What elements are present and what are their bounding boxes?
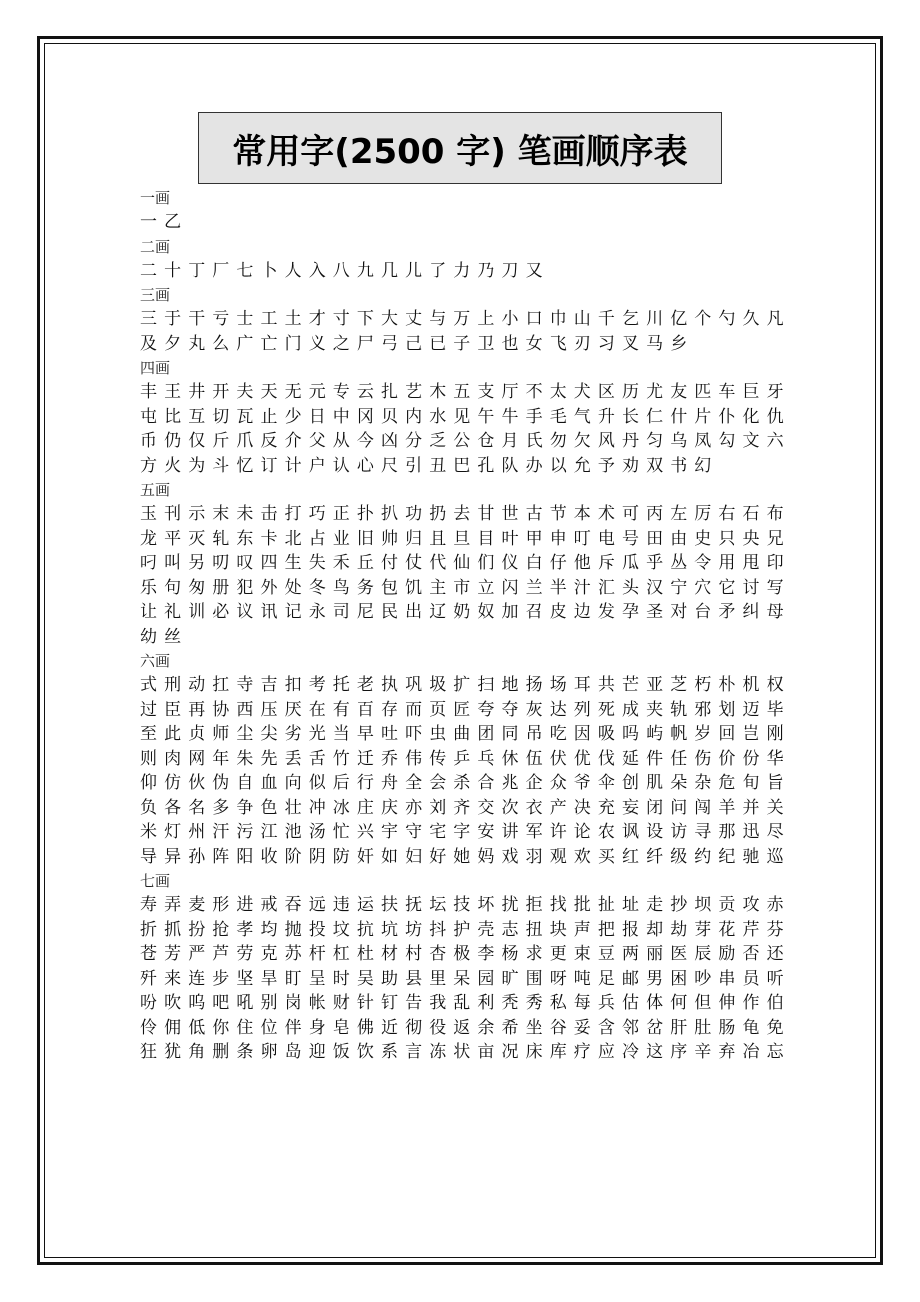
stroke-order-list bbox=[140, 186, 800, 1065]
section-7-stroke bbox=[140, 869, 800, 1065]
section-characters: 二十丁厂七卜人入八九几儿了力乃刀又 bbox=[140, 260, 550, 281]
section-3-stroke bbox=[140, 283, 800, 356]
section-characters: 玉刊示末未击打巧正扑扒功扔去甘世古节本术可丙左厉右石布龙平灭轧东卡北占业旧帅归且旦目叶甲申叮电号田由史只央兄叼叫另叨叹四生失禾丘付仗代仙们仪白仔他斥瓜乎丛令用甩印乐句匆册犯外处冬鸟务包饥主市立闪兰半汁汇头汉宁穴它讨写让礼训必议讯记永司尼民出辽奶奴加召皮边发孕圣对台矛纠母幼丝 bbox=[140, 504, 791, 647]
page-title: 常用字(2500 字) 笔画顺序表 bbox=[232, 131, 688, 172]
section-5-stroke bbox=[140, 478, 800, 649]
section-4-stroke bbox=[140, 356, 800, 478]
section-heading: 六画 bbox=[140, 652, 171, 670]
section-heading: 五画 bbox=[140, 481, 171, 499]
section-6-stroke bbox=[140, 649, 800, 869]
section-characters: 式刑动扛寺吉扣考托老执巩圾扩扫地扬场耳共芒亚芝朽朴机权过臣再协西压厌在有百存而页匠夸夺灰达列死成夹轨邪划迈毕至此贞师尘尖劣光当早吐吓虫曲团同吊吃因吸吗屿帆岁回岂刚则肉网年朱先丢舌竹迁乔伟传乒乓休伍伏优伐延件任伤价份华仰仿伙伪自血向似后行舟全会杀合兆企众爷伞创肌朵杂危旬旨负各名多争色壮冲冰庄庆亦刘齐交次衣产决充妄闭问闯羊并关米灯州汗污江池汤忙兴宇守宅字安讲军许论农讽设访寻那迅尽导异孙阵阳收阶阴防奸如妇好她妈戏羽观欢买红纤级约纪驰巡 bbox=[140, 675, 791, 867]
section-characters: 三于干亏士工土才寸下大丈与万上小口巾山千乞川亿个勺久凡及夕丸么广亡门义之尸弓己已子卫也女飞刃习叉马乡 bbox=[140, 309, 791, 354]
section-heading: 四画 bbox=[140, 359, 171, 377]
section-1-stroke bbox=[140, 186, 800, 235]
section-heading: 七画 bbox=[140, 872, 171, 890]
section-characters: 丰王井开夫天无元专云扎艺木五支厅不太犬区历尤友匹车巨牙屯比互切瓦止少日中冈贝内水见午牛手毛气升长仁什片仆化仇币仍仅斤爪反介父从今凶分乏公仓月氏勿欠风丹匀乌凤勾文六方火为斗忆订计户认心尺引丑巴孔队办以允予劝双书幻 bbox=[140, 382, 791, 476]
title-box bbox=[198, 112, 722, 184]
section-2-stroke bbox=[140, 235, 800, 284]
section-heading: 一画 bbox=[140, 189, 171, 207]
section-heading: 三画 bbox=[140, 286, 171, 304]
section-characters: 寿弄麦形进戒吞远违运扶抚坛技坏扰拒找批扯址走抄坝贡攻赤折抓扮抢孝均抛投坟抗坑坊抖护壳志扭块声把报却劫芽花芹芬苍芳严芦劳克苏杆杠杜材村杏极李杨求更束豆两丽医辰励否还歼来连步坚旱盯呈时吴助县里呆园旷围呀吨足邮男困吵串员听吩吹呜吧吼别岗帐财针钉告我乱利秃秀私每兵估体何但伸作伯伶佣低你住位伴身皂佛近彻役返余希坐谷妥含邻岔肝肚肠龟免狂犹角删条卵岛迎饭饮系言冻状亩况床库疗应冷这序辛弃冶忘 bbox=[140, 895, 791, 1062]
section-heading: 二画 bbox=[140, 237, 171, 256]
section-characters: 一乙 bbox=[140, 212, 189, 232]
